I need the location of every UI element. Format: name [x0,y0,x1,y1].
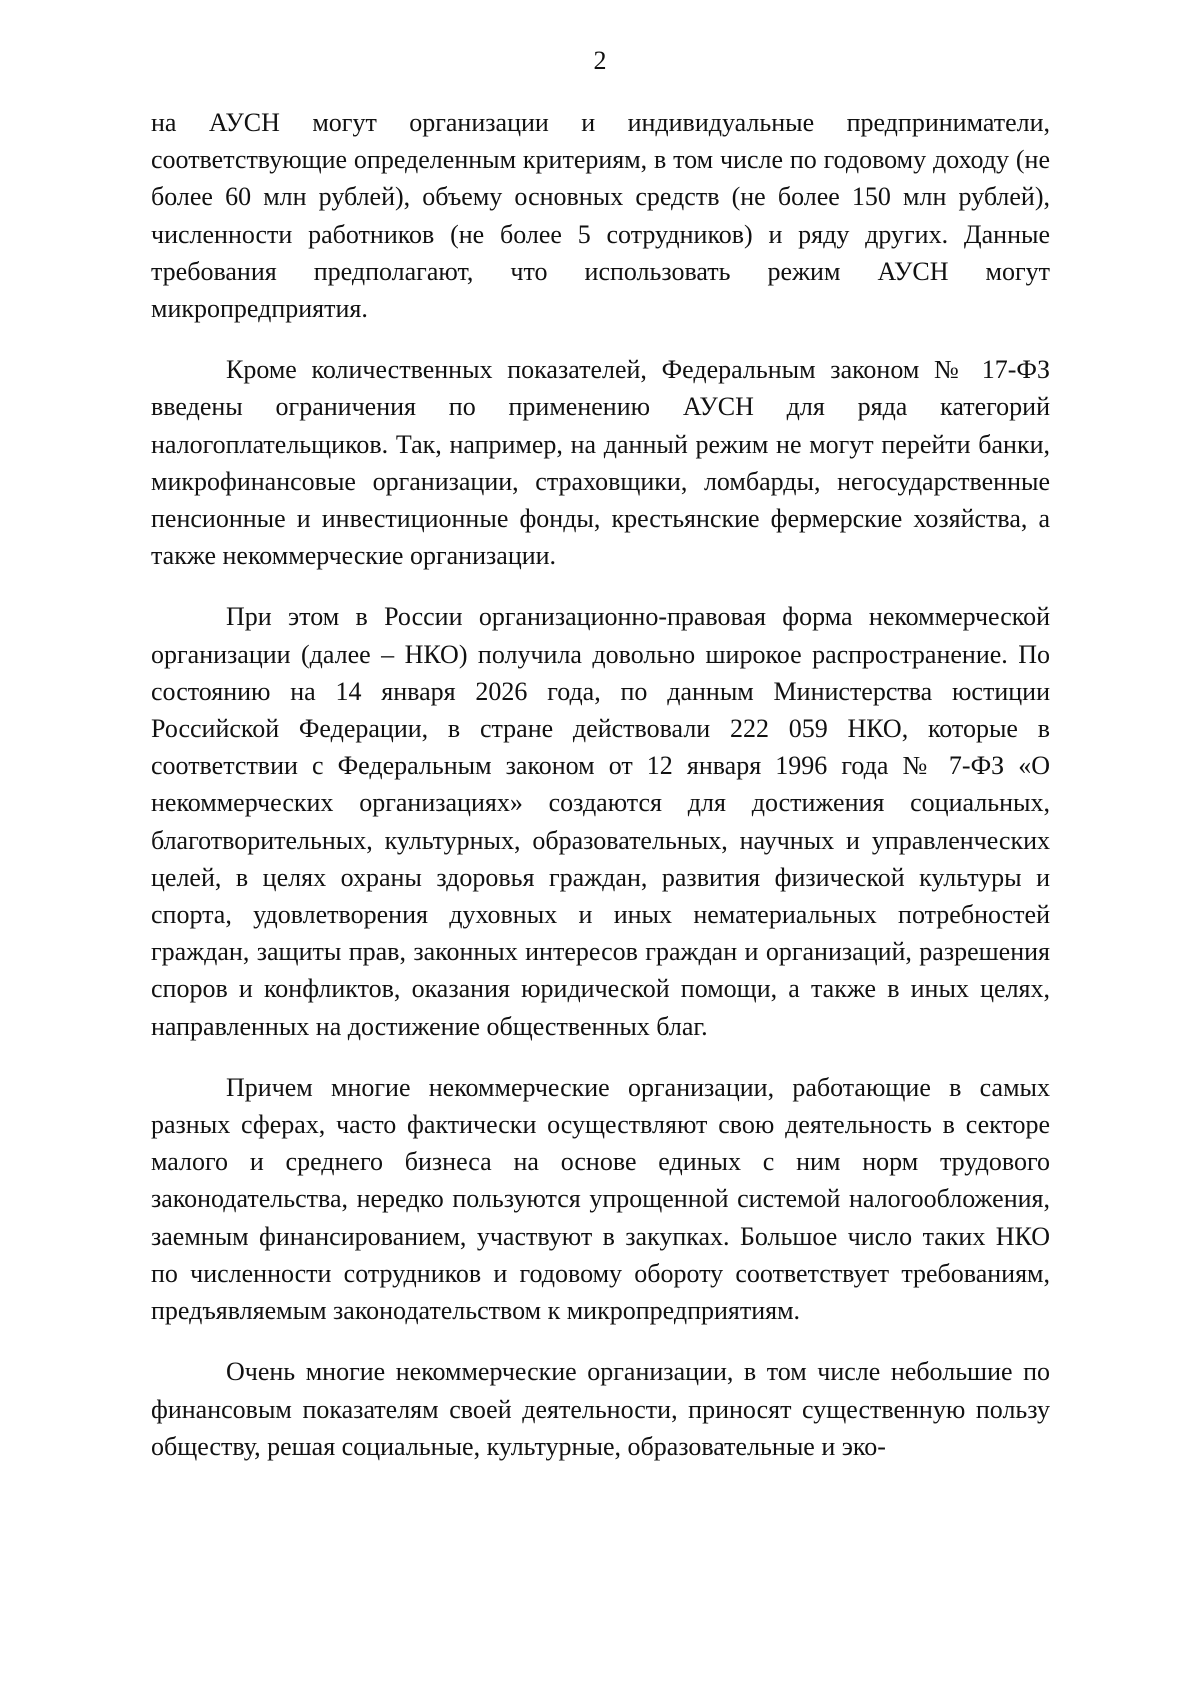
document-body [151,104,1050,1489]
paragraph-ausn-restrictions: Кроме количественных показателей, Федеральным законом № 17-ФЗ введены ограничения по применению АУСН для ряда категорий налогоплательщиков. Так, например, на данный режим не могут перейти банки, микрофинансовые организации, страховщики, ломбарды, негосударственные пенсионные и инвестиционные фонды, крестьянские фермерские хозяйства, а также некоммерческие организации. [151,355,1050,571]
paragraph-nko-small-business: Причем многие некоммерческие организации, работающие в самых разных сферах, часто фактически осуществляют свою деятельность в секторе малого и среднего бизнеса на основе единых с ним норм трудового законодательства, нередко пользуются упрощенной системой налогообложения, заемным финансированием, участвуют в закупках. Большое число таких НКО по численности сотрудников и годовому обороту соответствует требованиям, предъявляемым законодательством к микропредприятиям. [151,1072,1050,1326]
paragraph-nko-public-benefit: Очень многие некоммерческие организации, в том числе небольшие по финансовым показателям своей деятельности, приносят существенную пользу обществу, решая социальные, культурные, образовательные и эко- [151,1357,1050,1461]
paragraph-ausn-criteria: на АУСН могут организации и индивидуальные предприниматели, соответствующие определенным критериям, в том числе по годовому доходу (не более 60 млн рублей), объему основных средств (не более 150 млн рублей), численности работников (не более 5 сотрудников) и ряду других. Данные требования предполагают, что использовать режим АУСН могут микропредприятия. [151,108,1050,324]
page-number: 2 [593,46,607,75]
paragraph-nko-prevalence: При этом в России организационно-правовая форма некоммерческой организации (далее – НКО) получила довольно широкое распространение. По состоянию на 14 января 2026 года, по данным Министерства юстиции Российской Федерации, в стране действовали 222 059 НКО, которые в соответствии с Федеральным законом от 12 января 1996 года № 7-ФЗ «О некоммерческих организациях» создаются для достижения социальных, благотворительных, культурных, образовательных, научных и управленческих целей, в целях охраны здоровья граждан, развития физической культуры и спорта, удовлетворения духовных и иных нематериальных потребностей граждан, защиты прав, законных интересов граждан и организаций, разрешения споров и конфликтов, оказания юридической помощи, а также в иных целях, направленных на достижение общественных благ. [151,602,1050,1041]
